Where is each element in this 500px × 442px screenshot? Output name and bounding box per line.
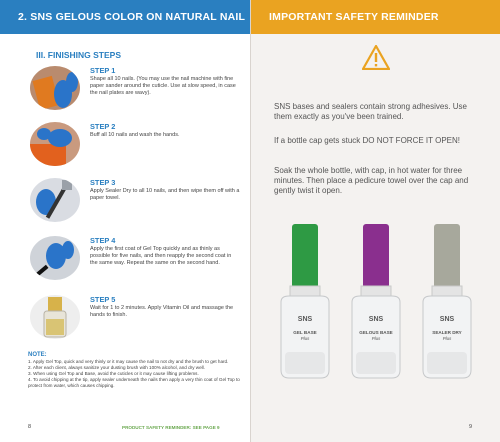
step-5 xyxy=(30,295,240,339)
bottle-2-sub: Plus xyxy=(371,336,381,341)
safety-paragraph-1: SNS bases and sealers contain strong adhesives. Use them exactly as you've been trained. xyxy=(274,102,467,121)
step-2-photo xyxy=(30,122,80,166)
step-4-title: STEP 4 xyxy=(90,236,116,245)
step-1-body: Shape all 10 nails. (You may use the nail machine with fine paper sander around the cuticle. Use at slow speed, in case the nail plates are wavy). xyxy=(90,76,236,96)
safety-paragraph-3: Soak the whole bottle, with cap, in hot water for three minutes. Then place a pedicure towel over the cap and gently twist it open. xyxy=(274,166,469,195)
bottle-2-brand: SNS xyxy=(368,316,384,323)
notes-block xyxy=(28,352,240,389)
left-header: 2. SNS GELOUS COLOR ON NATURAL NAIL xyxy=(0,0,250,34)
bottle-1-product: GEL BASE xyxy=(293,330,317,335)
bottle-1-sub: Plus xyxy=(300,336,310,341)
step-3-title: STEP 3 xyxy=(90,178,116,187)
safety-paragraph-2: If a bottle cap gets stuck DO NOT FORCE IT OPEN! xyxy=(274,136,460,145)
step-3 xyxy=(30,178,240,222)
right-page-number: 9 xyxy=(468,424,472,430)
note-3: 3. When using Gel Top and Base, avoid the cuticles or it may cause lifting problems. xyxy=(28,371,199,376)
safety-reference: PRODUCT SAFETY REMINDER: SEE PAGE 9 xyxy=(122,425,220,430)
step-5-photo xyxy=(30,295,80,339)
warning-icon xyxy=(362,45,390,70)
bottle-3-brand: SNS xyxy=(439,316,455,323)
notes-title: NOTE: xyxy=(28,352,47,358)
step-3-photo xyxy=(30,178,80,222)
step-2-title: STEP 2 xyxy=(90,122,116,131)
step-5-title: STEP 5 xyxy=(90,295,116,304)
step-1-photo xyxy=(30,66,80,110)
right-page xyxy=(250,0,500,442)
note-1: 1. Apply Gel Top, quick and very thinly or it may cause the nail to not dry and the brush to get hard. xyxy=(28,359,229,364)
bottle-3-product: SEALER DRY xyxy=(432,330,462,335)
step-5-body: Wait for 1 to 2 minutes. Apply Vitamin Oil and massage the hands to finish. xyxy=(90,305,234,318)
step-1-title: STEP 1 xyxy=(90,66,116,75)
bottle-gel-base xyxy=(275,222,335,382)
step-4 xyxy=(30,236,240,280)
bottle-2-product: GELOUS BASE xyxy=(359,330,393,335)
bottle-3-sub: Plus xyxy=(442,336,452,341)
step-4-photo xyxy=(30,236,80,280)
step-3-body: Apply Sealer Dry to all 10 nails, and then wipe them off with a paper towel. xyxy=(90,188,240,201)
step-2 xyxy=(30,122,240,166)
left-page-number: 8 xyxy=(28,424,32,430)
bottle-sealer-dry xyxy=(417,222,477,382)
note-4: 4. To avoid chipping at the tip, apply sealer underneath the nails then apply a very thin coat of Gel Top to protect from water, which causes chipping. xyxy=(28,377,240,388)
section-title: III. FINISHING STEPS xyxy=(36,50,122,60)
note-2: 2. After each client, always sanitize your dusting brush with 100% alcohol, and dry well. xyxy=(28,365,205,370)
right-header: IMPORTANT SAFETY REMINDER xyxy=(251,0,500,34)
step-2-body: Buff all 10 nails and wash the hands. xyxy=(90,132,180,138)
bottle-gelous-base xyxy=(346,222,406,382)
step-1 xyxy=(30,66,240,110)
step-4-body: Apply the first coat of Gel Top quickly and as thinly as possible for five nails, and then reapply the second coat in the same way. Repeat the same on the second hand. xyxy=(90,246,232,266)
bottle-1-brand: SNS xyxy=(297,316,313,323)
